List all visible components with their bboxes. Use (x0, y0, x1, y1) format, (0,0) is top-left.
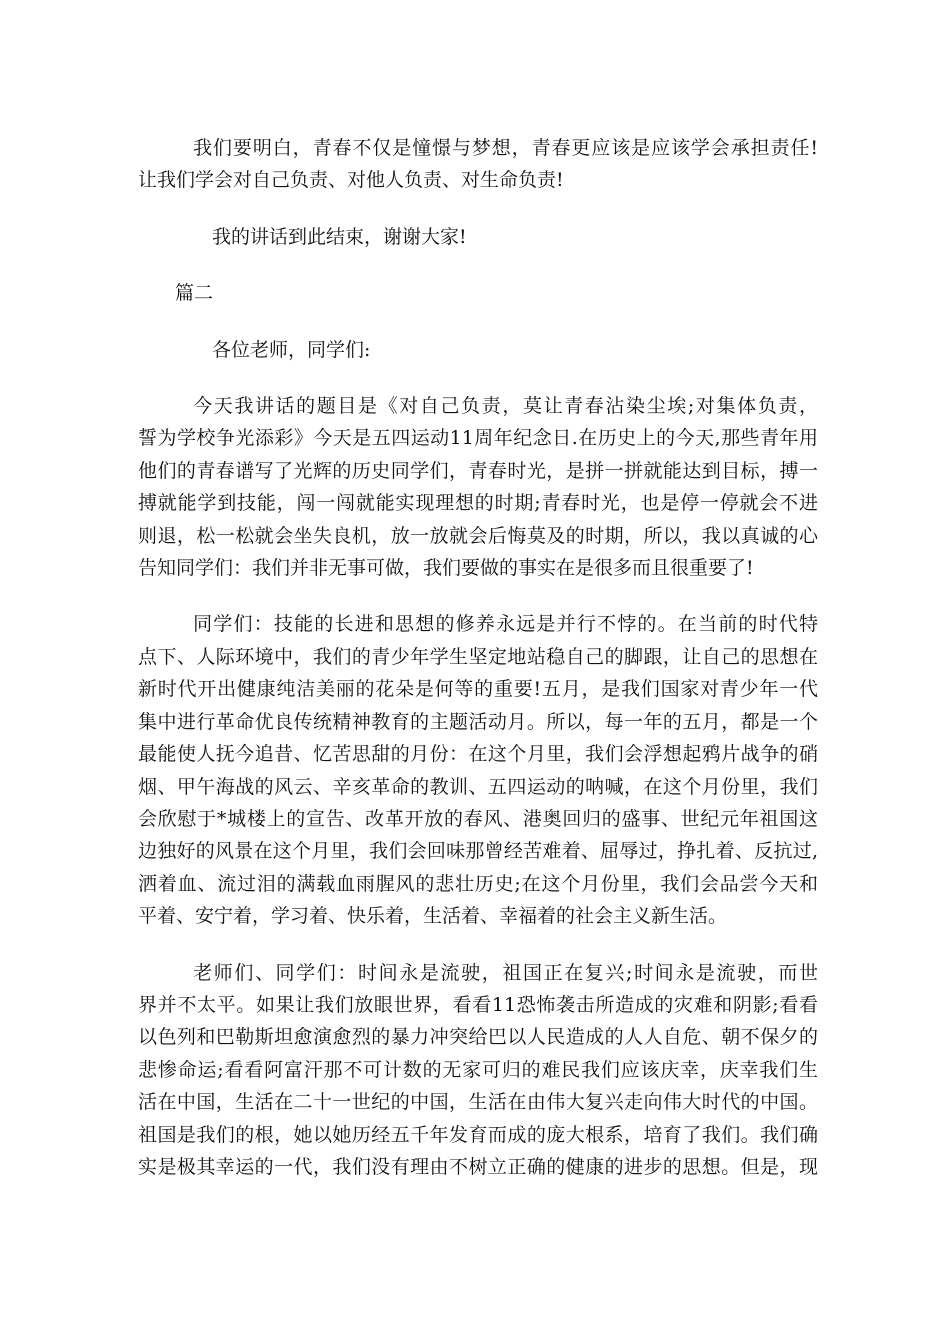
salutation: 各位老师，同学们: (212, 338, 371, 361)
closing-remark: 我的讲话到此结束，谢谢大家! (212, 225, 467, 248)
text-line: 最能使人抚今追昔、忆苦思甜的月份：在这个月里，我们会浮想起鸦片战争的硝 (138, 743, 818, 766)
text-line: 则退，松一松就会坐失良机，放一放就会后悔莫及的时期，所以，我以真诚的心 (138, 524, 818, 547)
paragraph-may-month (138, 608, 818, 932)
text-line: 点下、人际环境中，我们的青少年学生坚定地站稳自己的脚跟，让自己的思想在 (138, 645, 818, 668)
text-line: 平着、安宁着，学习着、快乐着，生活着、幸福着的社会主义新生活。 (138, 905, 728, 928)
text-line: 我们要明白，青春不仅是憧憬与梦想，青春更应该是应该学会承担责任! (193, 137, 818, 159)
text-line: 会欣慰于*城楼上的宣告、改革开放的春风、港奥回归的盛事、世纪元年祖国这 (138, 807, 818, 830)
text-line: 以色列和巴勒斯坦愈演愈烈的暴力冲突给巴以人民造成的人人自危、朝不保夕的 (138, 1026, 818, 1049)
text-line: 边独好的风景在这个月里，我们会回味那曾经苦难着、屈辱过，挣扎着、反抗过, (138, 840, 818, 863)
text-line: 祖国是我们的根，她以她历经五千年发育而成的庞大根系，培育了我们。我们确 (138, 1123, 818, 1146)
text-line: 让我们学会对自己负责、对他人负责、对生命负责! (138, 169, 564, 192)
text-line: 集中进行革命优良传统精神教育的主题活动月。所以，每一年的五月，都是一个 (138, 710, 818, 733)
text-line: 告知同学们：我们并非无事可做，我们要做的事实在是很多而且很重要了! (138, 557, 754, 580)
text-line: 今天我讲话的题目是《对自己负责，莫让青春沾染尘埃;对集体负责， (193, 395, 818, 418)
document-body (138, 132, 818, 1183)
text-line: 誓为学校争光添彩》今天是五四运动11周年纪念日.在历史上的今天,那些青年用 (138, 427, 818, 450)
text-line: 搏就能学到技能，闯一闯就能实现理想的时期;青春时光，也是停一停就会不进 (138, 492, 818, 515)
section-title: 篇二 (175, 282, 214, 305)
text-line: 实是极其幸运的一代，我们没有理由不树立正确的健康的进步的思想。但是，现 (138, 1155, 818, 1178)
text-line: 同学们：技能的长进和思想的修养永远是并行不悖的。在当前的时代特 (193, 613, 818, 636)
paragraph-speech-topic (138, 390, 818, 584)
text-line: 他们的青春谱写了光辉的历史同学们，青春时光，是拼一拼就能达到目标，搏一 (138, 459, 818, 482)
text-line: 悲惨命运;看看阿富汗那不可计数的无家可归的难民我们应该庆幸，庆幸我们生 (138, 1058, 818, 1081)
text-line: 烟、甲午海战的风云、辛亥革命的教训、五四运动的呐喊，在这个月份里，我们 (138, 775, 818, 798)
text-line: 新时代开出健康纯洁美丽的花朵是何等的重要!五月，是我们国家对青少年一代 (138, 678, 818, 701)
paragraph-world-situation (138, 957, 818, 1184)
text-line: 洒着血、流过泪的满载血雨腥风的悲壮历史;在这个月份里，我们会品尝今天和 (138, 872, 818, 895)
text-line: 老师们、同学们：时间永是流驶，祖国正在复兴;时间永是流驶，而世 (193, 961, 818, 984)
text-line: 界并不太平。如果让我们放眼世界，看看11恐怖袭击所造成的灾难和阴影;看看 (138, 993, 818, 1016)
paragraph-responsibility (138, 132, 818, 197)
text-line: 活在中国，生活在二十一世纪的中国，生活在由伟大复兴走向伟大时代的中国。 (138, 1091, 818, 1114)
